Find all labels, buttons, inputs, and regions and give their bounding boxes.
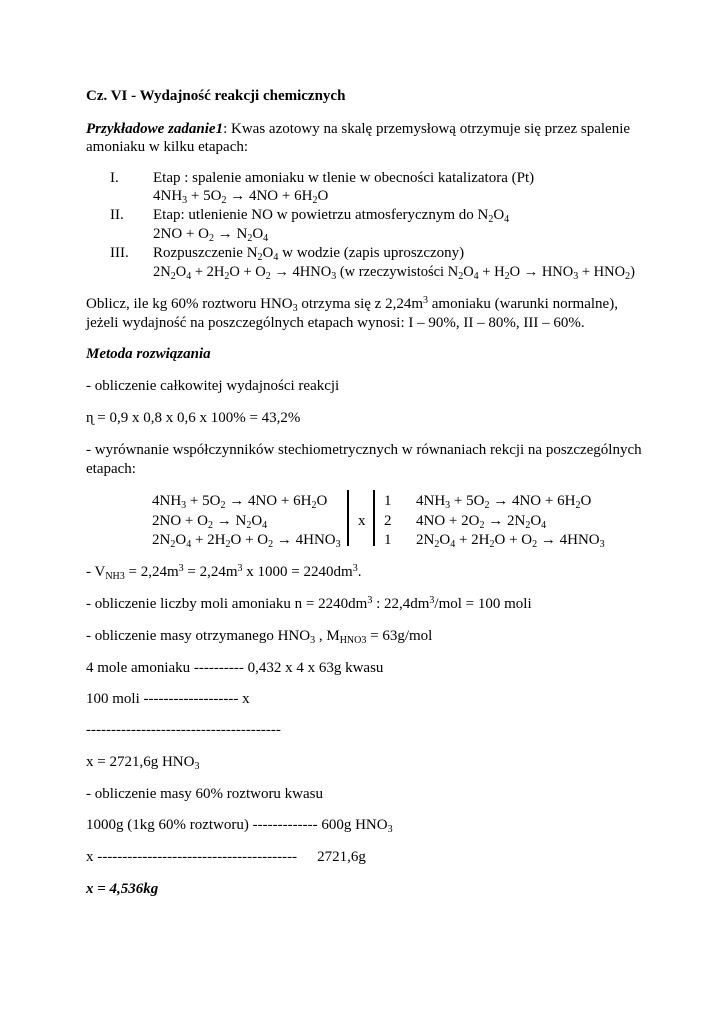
- step-equation-3: $2N_2O_4 + 2H_2O + O_2 \to 4HNO_3$ (w rzeczywistości $N_2O_4 + H_2O \to HNO_3 + HNO_2$): [153, 264, 635, 282]
- balance-left-eq-2: $2NO + O_2 \to N_2O_4$: [152, 513, 268, 531]
- solution-line-2: x ---------------------------------------- 2721,6g: [86, 849, 366, 865]
- question-line-1: Oblicz, ile kg 60% roztworu $HNO_3$ otrzyma się z $2,24m^3$ amoniaku (warunki normalne),: [86, 295, 618, 314]
- intro-line-1: Przykładowe zadanie1: Kwas azotowy na skalę przemysłową otrzymuje się przez spalenie: [86, 121, 631, 137]
- solution-line-1: 1000g (1kg 60% roztworu) ------------- 600g $HNO_3$: [86, 817, 393, 835]
- example-label: Przykładowe zadanie1: [86, 121, 224, 137]
- multiplier-2: 2: [384, 513, 392, 529]
- step-yield: - obliczenie całkowitej wydajności reakcji: [86, 378, 340, 394]
- multiplier-x: x: [358, 513, 366, 529]
- yield-equation: ɳ = 0,9 x 0,8 x 0,6 x 100% = 43,2%: [86, 410, 301, 426]
- divider-left: [347, 490, 349, 546]
- intro-line-2: amoniaku w kilku etapach:: [86, 139, 249, 155]
- final-answer: x = 4,536kg: [86, 881, 159, 897]
- balance-line-2: etapach:: [86, 461, 136, 477]
- proportion-line-2: 100 moli ------------------- x: [86, 691, 250, 707]
- balance-right-eq-1: $4NH_3 + 5O_2 \to 4NO + 6H_2O$: [416, 493, 592, 511]
- step-solution: - obliczenie masy 60% roztworu kwasu: [86, 786, 324, 802]
- step-number-1: I.: [110, 170, 119, 186]
- balance-right-eq-3: $2N_2O_4 + 2H_2O + O_2 \to 4HNO_3$: [416, 532, 605, 550]
- volume-line: - $V_{NH3} = 2,24m^3 = 2,24m^3$ x $1000 = 2240dm^3$.: [86, 563, 362, 582]
- balance-left-eq-3: $2N_2O_4 + 2H_2O + O_2 \to 4HNO_3$: [152, 532, 341, 550]
- mass-line: - obliczenie masy otrzymanego $HNO_3$ , $M_{HNO3} = 63g/mol$: [86, 628, 433, 646]
- divider-right: [373, 490, 375, 546]
- proportion-line-1: 4 mole amoniaku ---------- 0,432 x 4 x 63g kwasu: [86, 660, 384, 676]
- balance-left-eq-1: $4NH_3 + 5O_2 \to 4NO + 6H_2O$: [152, 493, 328, 511]
- result-x: x = 2721,6g $HNO_3$: [86, 754, 200, 772]
- page-title: Cz. VI - Wydajność reakcji chemicznych: [86, 88, 346, 104]
- step-equation-1: $4NH_3 + 5O_2 \to 4NO + 6H_2O$: [153, 188, 329, 206]
- balance-right-eq-2: $4NO + 2O_2 \to 2N_2O_4$: [416, 513, 547, 531]
- multiplier-1: 1: [384, 493, 392, 509]
- step-number-3: III.: [110, 245, 129, 261]
- step-text-3: Rozpuszczenie $N_2O_4$ w wodzie (zapis uproszczony): [153, 245, 465, 263]
- multiplier-3: 1: [384, 532, 392, 548]
- method-heading: Metoda rozwiązania: [86, 346, 211, 362]
- step-number-2: II.: [110, 207, 124, 223]
- question-line-2: jeżeli wydajność na poszczególnych etapach wynosi: I – 90%, II – 80%, III – 60%.: [86, 315, 585, 331]
- separator-line: ---------------------------------------: [86, 722, 281, 738]
- step-text-2: Etap: utlenienie NO w powietrzu atmosferycznym do $N_2O_4$: [153, 207, 510, 225]
- step-equation-2: $2NO + O_2 \to N_2O_4$: [153, 226, 269, 244]
- balance-line-1: - wyrównanie współczynników stechiometrycznych w równaniach rekcji na poszczególnych: [86, 442, 642, 458]
- moles-line: - obliczenie liczby moli amoniaku $n = 2240dm^3$ : $22,4dm^3$/mol = 100 moli: [86, 595, 532, 612]
- step-text-1: Etap : spalenie amoniaku w tlenie w obecności katalizatora (Pt): [153, 170, 535, 186]
